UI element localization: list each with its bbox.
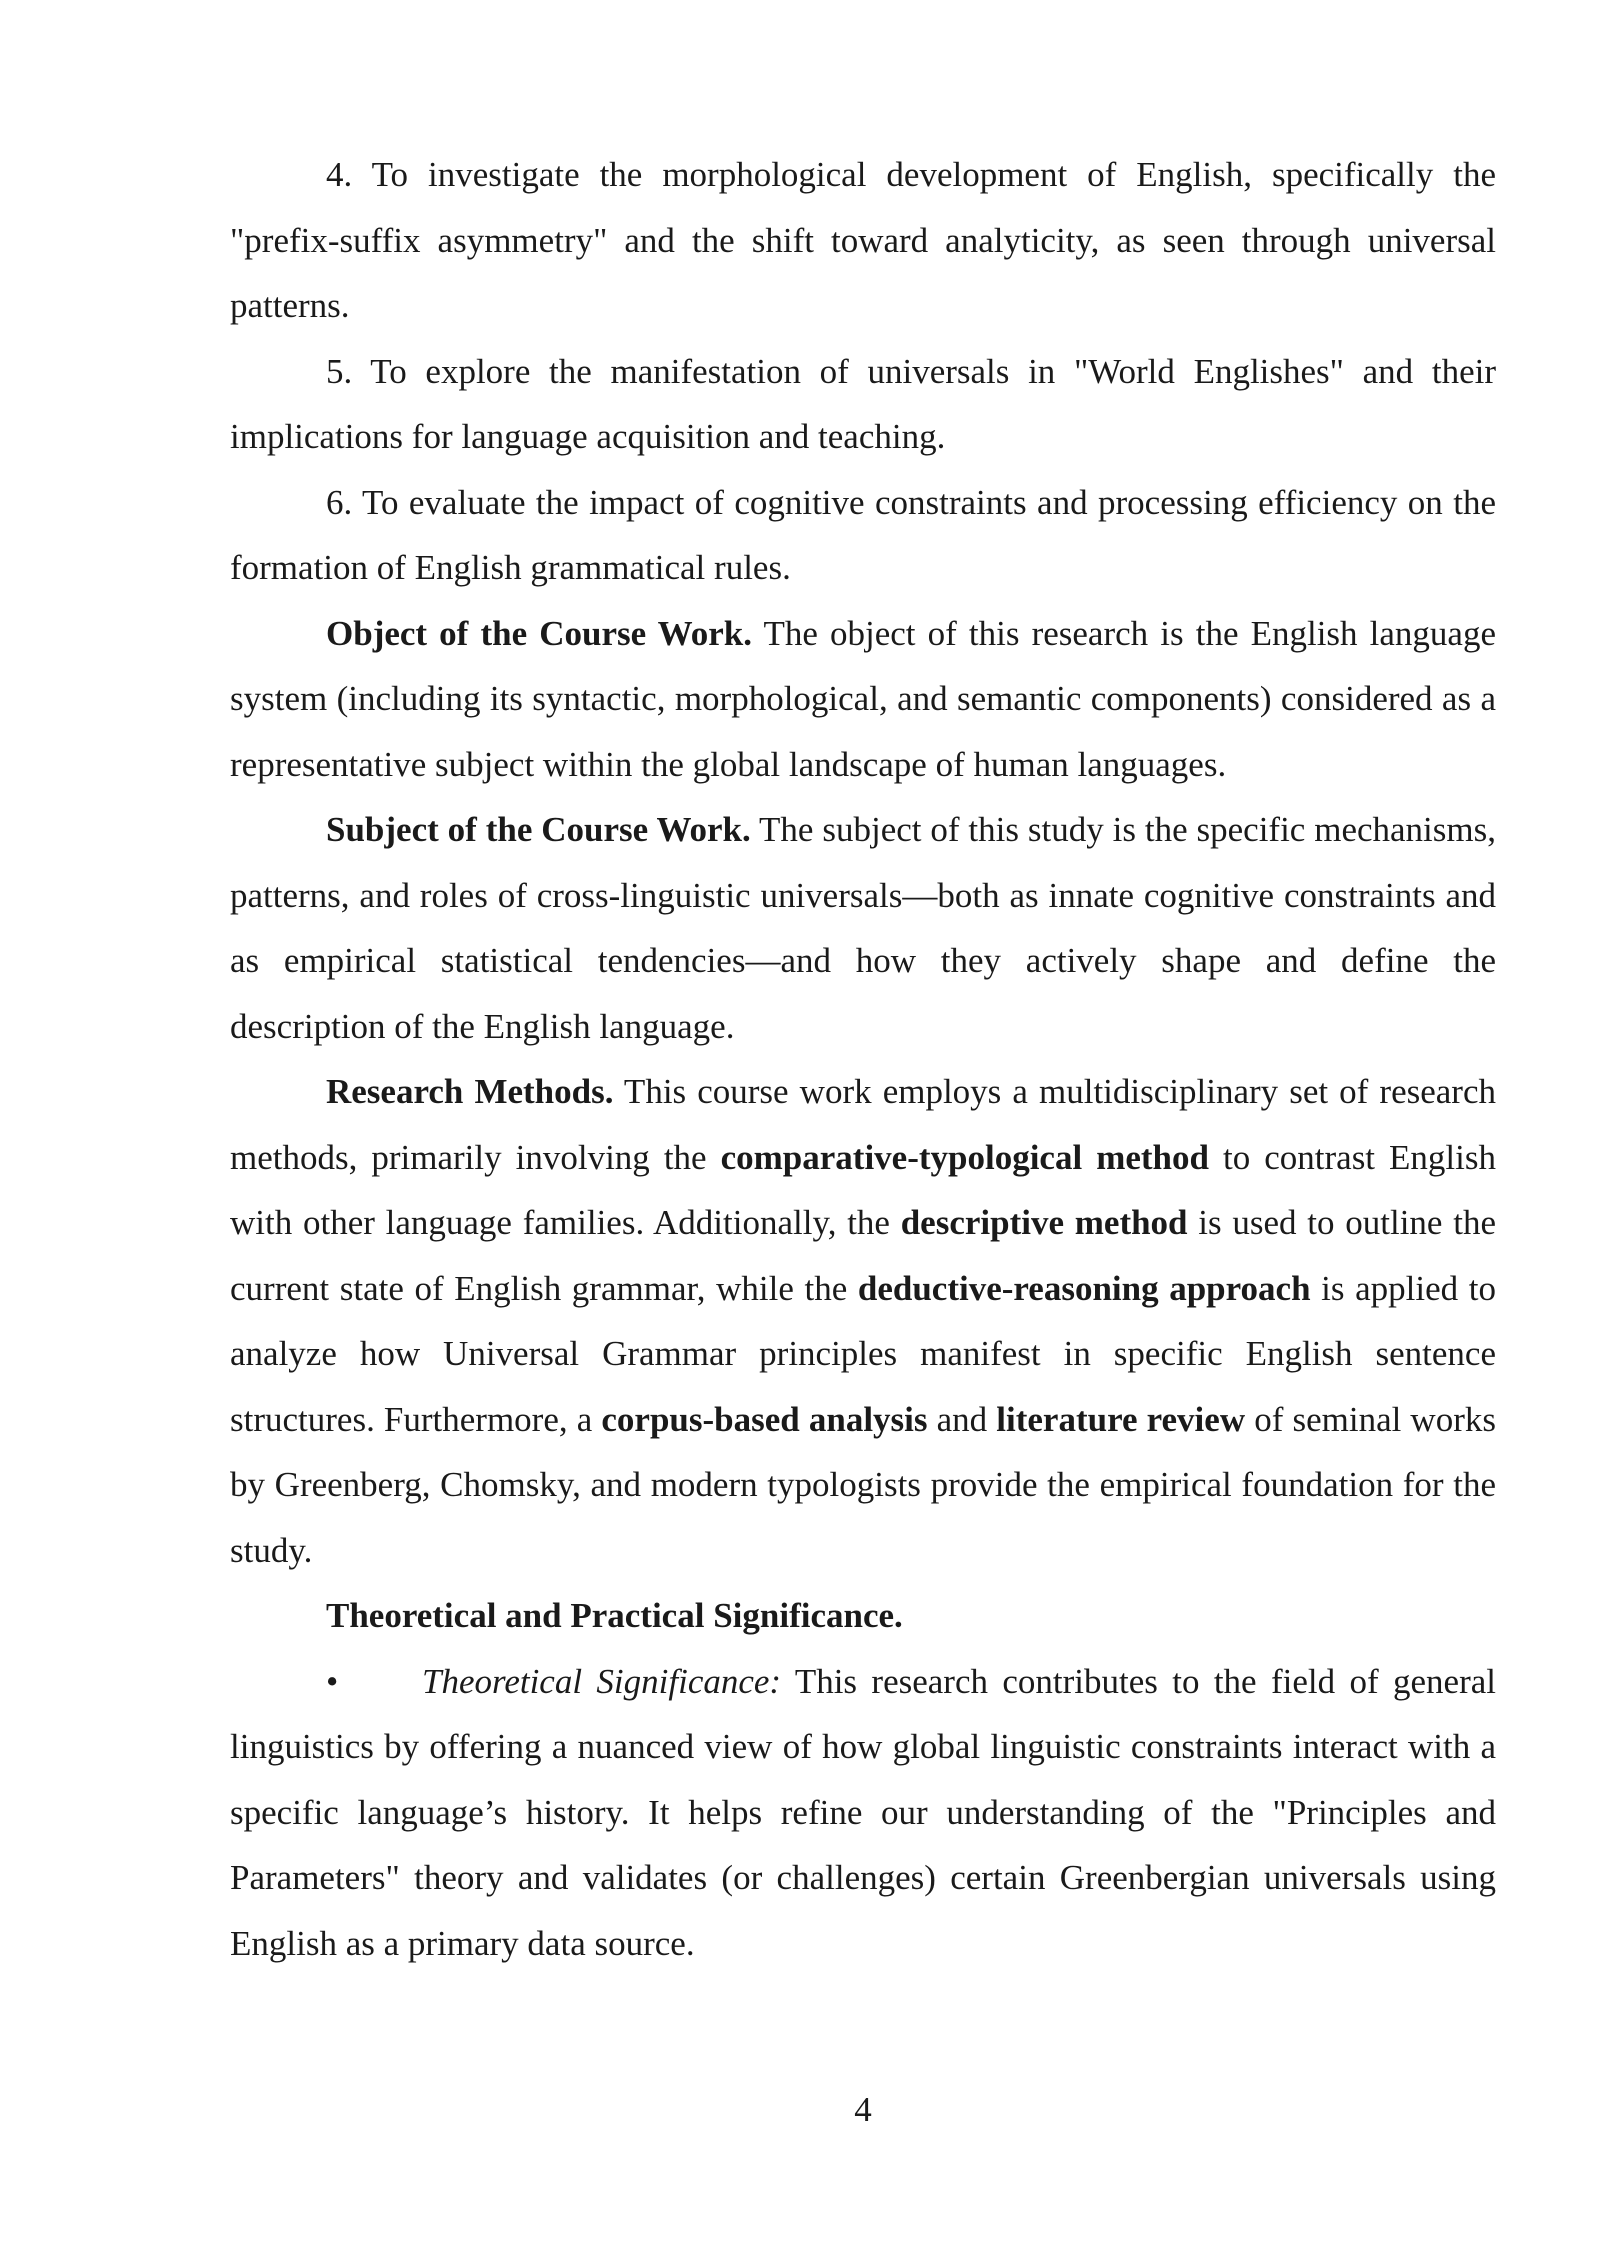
methods-text-4: is applied to analyze how Universal Grammar principles manifest in specific English sentence structures. Furthermore, a bbox=[230, 1268, 1496, 1439]
methods-text-1: This course work employs a multidisciplinary set of research methods, primarily involving the bbox=[230, 1072, 1496, 1177]
objective-4-paragraph: 4. To investigate the morphological development of English, specifically the "prefix-suffix asymmetry" and the shift toward analyticity, as seen through universal patterns. bbox=[230, 155, 1496, 325]
page-number: 4 bbox=[854, 2090, 872, 2129]
methods-text-5: and bbox=[927, 1399, 997, 1439]
page-body bbox=[230, 142, 1496, 1976]
methods-text-6: of seminal works by Greenberg, Chomsky, and modern typologists provide the empirical foundation for the study. bbox=[230, 1399, 1496, 1570]
theoretical-significance-text: This research contributes to the field of general linguistics by offering a nuanced view of how global linguistic constraints interact with a specific language’s history. It helps refine our understanding of the "Principles and Parameters" theory and validates (or challenges) certain Greenbergian universals using English as a primary data source. bbox=[230, 1661, 1496, 1963]
methods-text-3: is used to outline the current state of English grammar, while the bbox=[230, 1203, 1496, 1308]
methods-text-2: to contrast English with other language families. Additionally, the bbox=[230, 1137, 1496, 1242]
significance-heading-paragraph bbox=[230, 1583, 1496, 1649]
objective-5-paragraph: 5. To explore the manifestation of universals in "World Englishes" and their implications for language acquisition and teaching. bbox=[230, 351, 1496, 456]
bullet-icon: • bbox=[326, 1661, 339, 1701]
research-methods-heading: Research Methods. bbox=[326, 1072, 614, 1111]
corpus-based-analysis: corpus-based analysis bbox=[601, 1399, 928, 1439]
subject-paragraph bbox=[230, 797, 1496, 1059]
research-methods-paragraph bbox=[230, 1059, 1496, 1583]
theoretical-significance-paragraph bbox=[230, 1649, 1496, 1977]
subject-text: The subject of this study is the specific mechanisms, patterns, and roles of cross-linguistic universals—both as innate cognitive constraints and as empirical statistical tendencies—and how they actively shape and define the description of the English language. bbox=[230, 810, 1496, 1046]
objective-6-paragraph: 6. To evaluate the impact of cognitive constraints and processing efficiency on the formation of English grammatical rules. bbox=[230, 482, 1496, 587]
descriptive-method: descriptive method bbox=[900, 1203, 1188, 1242]
object-text: The object of this research is the English language system (including its syntactic, morphological, and semantic components) considered as a representative subject within the global landscape of human languages. bbox=[230, 613, 1496, 784]
significance-heading: Theoretical and Practical Significance. bbox=[326, 1596, 903, 1635]
theoretical-significance-label: Theoretical Significance: bbox=[422, 1661, 782, 1701]
subject-heading: Subject of the Course Work. bbox=[326, 810, 751, 849]
object-paragraph bbox=[230, 601, 1496, 798]
comparative-typological-method: comparative-typological method bbox=[720, 1137, 1209, 1177]
literature-review: literature review bbox=[996, 1399, 1246, 1439]
object-heading: Object of the Course Work. bbox=[326, 613, 752, 653]
deductive-reasoning-approach: deductive-reasoning approach bbox=[857, 1268, 1311, 1308]
